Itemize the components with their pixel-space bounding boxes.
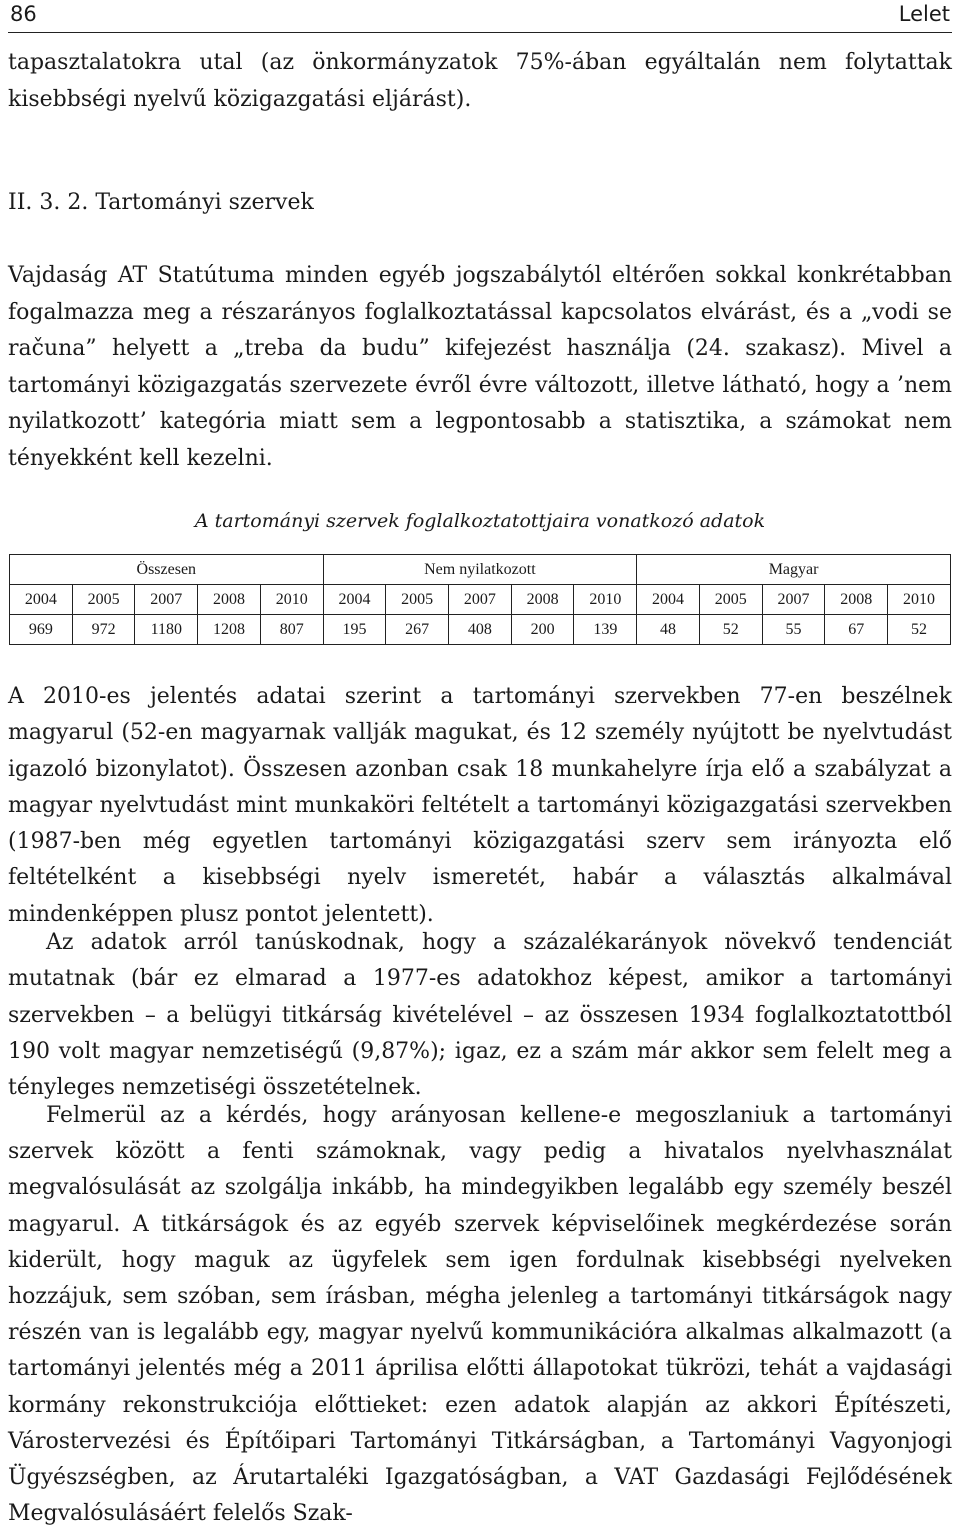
- year-cell: 2005: [699, 585, 762, 615]
- year-cell: 2010: [574, 585, 637, 615]
- value-cell: 67: [825, 615, 888, 645]
- table-caption: A tartományi szervek foglalkoztatottjaira vonatkozó adatok: [194, 510, 766, 532]
- group-header-total: Összesen: [10, 555, 324, 585]
- value-cell: 408: [449, 615, 512, 645]
- year-cell: 2007: [135, 585, 198, 615]
- value-cell: 969: [10, 615, 73, 645]
- value-cell: 267: [386, 615, 449, 645]
- value-cell: 972: [72, 615, 135, 645]
- value-cell: 55: [762, 615, 825, 645]
- year-cell: 2004: [323, 585, 386, 615]
- year-cell: 2007: [449, 585, 512, 615]
- paragraph-question: Felmerül az a kérdés, hogy arányosan kellene-e megoszlaniuk a tartományi szervek között a fenti számoknak, vagy pedig a hivatalos nyelvhasználat megvalósulását az szolgálja inkább, ha mindegyikben legalább egy személy beszél magyarul. A titkárságok és az egyéb szervek képviselőinek megkérdezése során kiderült, hogy maguk az ügyfelek sem igen fordulnak kisebbségi nyelveken hozzájuk, sem szóban, sem írásban, mégha jelenleg a tartományi titkárságok nagy részén van is legalább egy, magyar nyelvű kommunikációra alkalmas alkalmazott (a tartományi jelentés még a 2011 áprilisa előtti állapotokat tükrözi, tehát a vajdasági kormány rekonstrukciója előttieket: ezen adatok alapján az akkori Építészeti, Várostervezési és Építőipari Tartományi Titkárságban, a Tartományi Vagyonjogi Ügyészségben, az Árutartaléki Igazgatóságban, a VAT Gazdasági Fejlődésének Megvalósulásáért felelős Szak-: [8, 1103, 952, 1527]
- employment-table: [9, 554, 951, 645]
- value-cell: 1208: [198, 615, 261, 645]
- year-cell: 2008: [825, 585, 888, 615]
- section-heading: II. 3. 2. Tartományi szervek: [8, 190, 314, 215]
- year-cell: 2004: [637, 585, 700, 615]
- value-cell: 52: [699, 615, 762, 645]
- year-cell: 2010: [260, 585, 323, 615]
- year-cell: 2005: [72, 585, 135, 615]
- value-cell: 139: [574, 615, 637, 645]
- value-cell: 807: [260, 615, 323, 645]
- group-header-hungarian: Magyar: [637, 555, 951, 585]
- year-cell: 2005: [386, 585, 449, 615]
- paragraph-2010-report: A 2010-es jelentés adatai szerint a tartományi szervekben 77-en beszélnek magyarul (52-en magyarnak vallják magukat, és 12 személy nyújtott be nyelvtudást igazoló bizonylatot). Összesen azonban csak 18 munkahelyre írja elő a szabályzat a magyar nyelvtudást mint munkaköri feltételt a tartományi közigazgatási szervekben (1987-ben még egyetlen tartományi közigazgatási szerv sem irányozta elő feltételként a kisebbségi nyelv ismeretét, habár a választás alkalmával mindenképpen plusz pontot jelentett).: [8, 684, 952, 927]
- year-cell: 2007: [762, 585, 825, 615]
- value-cell: 195: [323, 615, 386, 645]
- paragraph-trend: Az adatok arról tanúskodnak, hogy a százalékarányok növekvő tendenciát mutatnak (bár ez elmarad a 1977-es adatokhoz képest, amikor a tartományi szervekben – a belügyi titkárság kivételével – az összesen 1934 foglalkoztatottból 190 volt magyar nemzetiségű (9,87%); igaz, ez a szám már akkor sem felelt meg a tényleges nemzetiségi összetételnek.: [8, 930, 952, 1101]
- paragraph-continued: tapasztalatokra utal (az önkormányzatok 75%-ában egyáltalán nem folytattak kisebbségi nyelvű közigazgatási eljárást).: [8, 50, 952, 112]
- year-cell: 2008: [511, 585, 574, 615]
- value-cell: 52: [888, 615, 951, 645]
- group-header-undeclared: Nem nyilatkozott: [323, 555, 637, 585]
- value-cell: 48: [637, 615, 700, 645]
- value-cell: 200: [511, 615, 574, 645]
- table-year-row: [10, 585, 951, 615]
- paragraph-statute: Vajdaság AT Statútuma minden egyéb jogszabálytól eltérően sokkal konkrétabban fogalmazza meg a részarányos foglalkoztatással kapcsolatos elvárást, és a „vodi se računa” helyett a „treba da budu” kifejezést használja (24. szakasz). Mivel a tartományi közigazgatás szervezete évről évre változott, illetve látható, hogy a ’nem nyilatkozott’ kategória miatt sem a legpontosabb a statisztika, a számokat nem tényekként kell kezelni.: [8, 263, 952, 471]
- page-number: 86: [10, 2, 37, 26]
- table-value-row: [10, 615, 951, 645]
- value-cell: 1180: [135, 615, 198, 645]
- page-header: [8, 0, 952, 33]
- year-cell: 2010: [888, 585, 951, 615]
- year-cell: 2008: [198, 585, 261, 615]
- table-group-header-row: [10, 555, 951, 585]
- year-cell: 2004: [10, 585, 73, 615]
- running-title: Lelet: [898, 2, 950, 26]
